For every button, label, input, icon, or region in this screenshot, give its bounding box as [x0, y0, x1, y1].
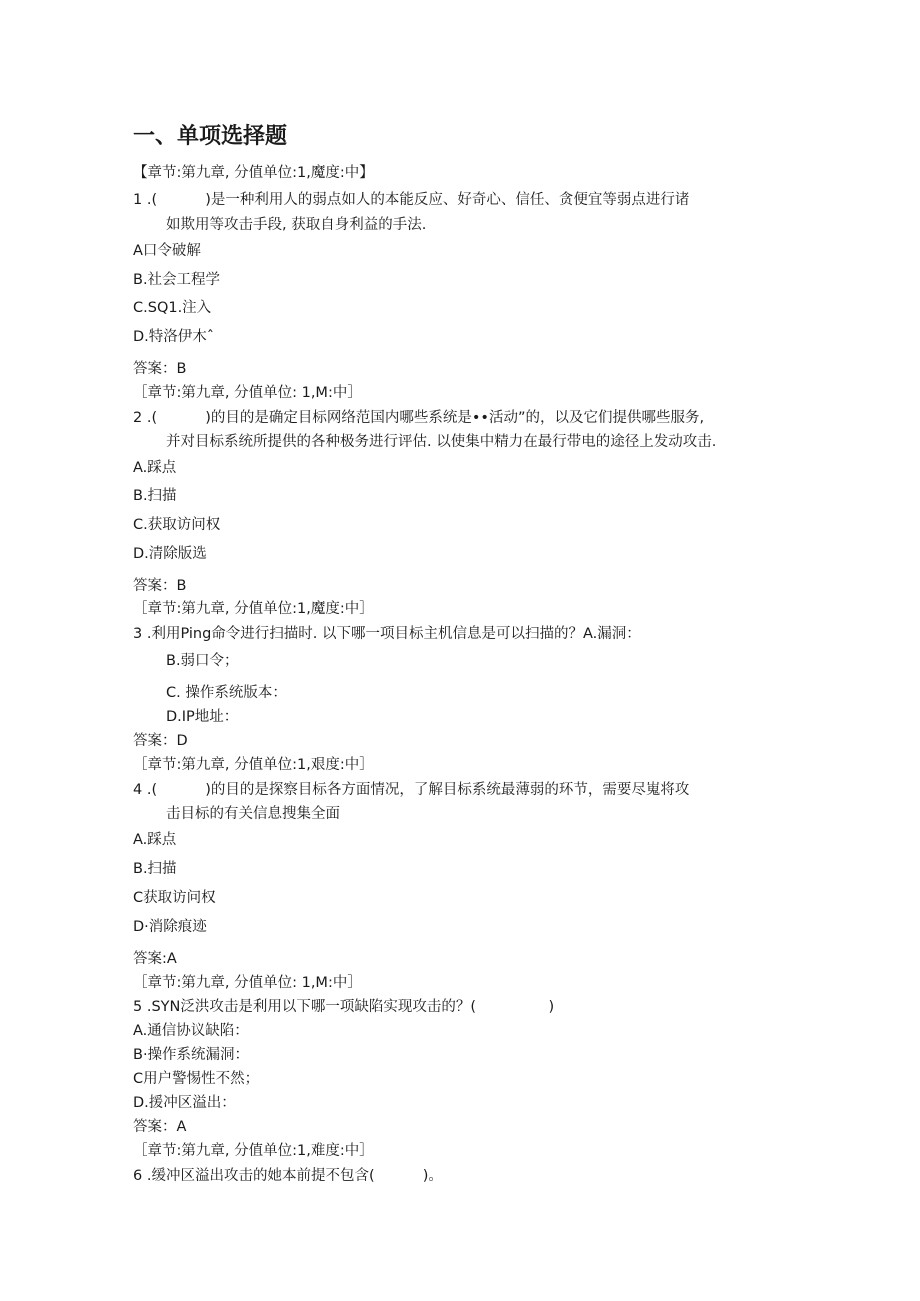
option-c: C. 操作系统版本：: [166, 685, 287, 701]
question-stem: 5 .SYN泛洪攻击是利用以下哪一项缺陷实现攻击的？( ): [133, 999, 555, 1015]
question-stem-continued: 并对目标系统所提供的各种极务进行评估. 以使集中精力在最行带电的途径上发动攻击.: [166, 434, 717, 450]
question-stem: 6 .缓冲区溢出攻击的她本前提不包含( )。: [133, 1168, 443, 1184]
question-stem: 2 .( )的目的是确定目标网络范国内哪些系统是••活动”的，以及它们提供哪些服务,: [133, 410, 705, 426]
question-meta: ［章节:第九章, 分值单位: 1,M:中］: [133, 975, 362, 991]
option-d: D·消除痕迹: [133, 919, 207, 935]
option-a: A.踩点: [133, 460, 177, 476]
option-a: A.踩点: [133, 832, 177, 848]
question-stem: 4 .( )的目的是探察目标各方面情况，了解目标系统最薄弱的环节，需要尽嵬将攻: [133, 782, 690, 798]
question-meta: ［章节:第九章, 分值单位:1,艰度:中］: [133, 757, 374, 773]
option-b: B·操作系统漏洞：: [133, 1047, 250, 1063]
option-c: C.SQ1.注入: [133, 300, 212, 316]
answer: 答案：B: [133, 361, 187, 377]
option-d: D.清除版选: [133, 546, 207, 562]
answer: 答案：A: [133, 1119, 187, 1135]
option-c: C用户警惕性不然；: [133, 1071, 260, 1087]
question-meta: ［章节:第九章, 分值单位:1,难度:中］: [133, 1143, 374, 1159]
option-d: D.IP地址：: [166, 709, 239, 725]
option-b: B.弱口令；: [166, 653, 239, 669]
answer: 答案：B: [133, 578, 187, 594]
option-b: B.社会工程学: [133, 272, 221, 288]
option-d: D.特洛伊木ˆ: [133, 329, 215, 345]
question-stem-continued: 击目标的有关信息搜集全面: [166, 806, 340, 822]
section-title: 一、单项选择题: [133, 124, 288, 149]
answer: 答案:A: [133, 951, 177, 967]
option-a: A口令破解: [133, 243, 201, 259]
question-meta: ［章节:第九章, 分值单位:1,魔度:中］: [133, 601, 374, 617]
question-stem-continued: 如欺用等攻击手段, 获取自身利益的手法.: [166, 217, 427, 233]
option-d: D.援冲区溢出：: [133, 1095, 236, 1111]
answer: 答案：D: [133, 733, 188, 749]
question-meta: 【章节:第九章, 分值单位:1,魔度:中】: [133, 165, 374, 181]
question-stem: 1 .( )是一种利用人的弱点如人的本能反应、好奇心、信任、贪便宜等弱点进行诸: [133, 192, 690, 208]
option-b: B.扫描: [133, 488, 177, 504]
question-meta: ［章节:第九章, 分值单位: 1,M:中］: [133, 385, 362, 401]
option-a: A.通信协议缺陷：: [133, 1023, 249, 1039]
option-b: B.扫描: [133, 861, 177, 877]
option-c: C.获取访问权: [133, 517, 221, 533]
option-c: C获取访问权: [133, 890, 216, 906]
question-stem: 3 .利用Ping命令进行扫描时. 以下哪一项目标主机信息是可以扫描的？A.漏洞：: [133, 626, 641, 642]
